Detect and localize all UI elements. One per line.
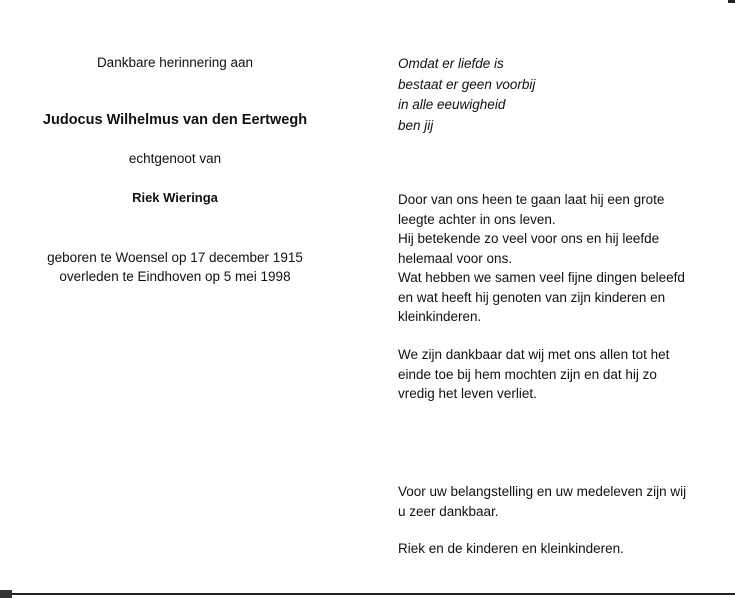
spouse-label: echtgenoot van bbox=[128, 151, 222, 166]
paragraph-thanks bbox=[398, 482, 691, 521]
text-line: vredig het leven verliet. bbox=[398, 386, 537, 401]
memorial-intro: Dankbare herinnering aan bbox=[96, 55, 254, 70]
poem-line: Omdat er liefde is bbox=[398, 56, 504, 71]
death-line: overleden te Eindhoven op 5 mei 1998 bbox=[59, 269, 291, 284]
poem-line: in alle eeuwigheid bbox=[398, 97, 506, 112]
text-line: en wat heeft hij genoten van zijn kinderen en bbox=[398, 289, 666, 305]
text-line: leegte achter in ons leven. bbox=[398, 211, 556, 227]
closing-signature: Riek en de kinderen en kleinkinderen. bbox=[398, 541, 624, 556]
paragraph-gratitude bbox=[398, 345, 691, 404]
bottom-border bbox=[0, 593, 735, 595]
scan-edge-mark bbox=[0, 590, 12, 598]
scan-corner-mark bbox=[728, 0, 735, 3]
poem-line: ben jij bbox=[398, 117, 434, 133]
text-line: Hij betekende zo veel voor ons en hij leefde bbox=[398, 231, 660, 246]
text-line: Door van ons heen te gaan laat hij een grote bbox=[398, 192, 665, 207]
spouse-name: Riek Wieringa bbox=[132, 190, 218, 205]
birth-line: geboren te Woensel op 17 december 1915 bbox=[47, 250, 303, 265]
text-line: Wat hebben we samen veel fijne dingen beleefd bbox=[398, 270, 685, 285]
deceased-name: Judocus Wilhelmus van den Eertwegh bbox=[42, 112, 308, 128]
text-line: einde toe bij hem mochten zijn en dat hij zo bbox=[398, 366, 657, 382]
text-line: helemaal voor ons. bbox=[398, 250, 513, 266]
text-line: We zijn dankbaar dat wij met ons allen tot het bbox=[398, 347, 670, 362]
text-line: u zeer dankbaar. bbox=[398, 503, 499, 519]
poem bbox=[398, 54, 535, 136]
paragraph-farewell bbox=[398, 190, 691, 327]
poem-line: bestaat er geen voorbij bbox=[398, 76, 536, 92]
text-line: Voor uw belangstelling en uw medeleven zijn wij bbox=[398, 484, 687, 499]
text-line: kleinkinderen. bbox=[398, 309, 482, 324]
